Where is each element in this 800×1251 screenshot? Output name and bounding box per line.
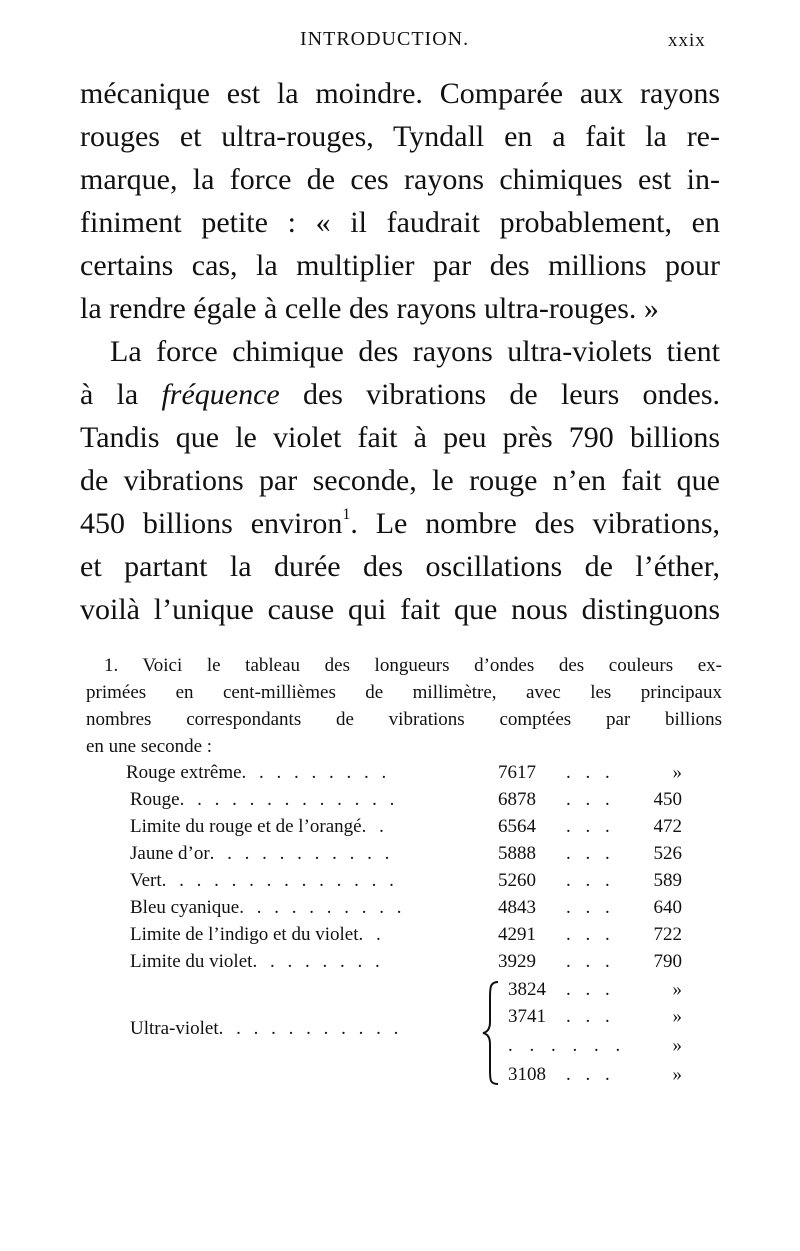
leader-dots: . . . <box>566 762 615 783</box>
wavelength-value: 3824 <box>508 979 546 1000</box>
table-row <box>0 870 800 897</box>
color-name <box>130 951 470 973</box>
italic-word: fréquence <box>161 378 280 411</box>
color-name <box>130 816 470 838</box>
color-name <box>126 762 466 784</box>
leader-dots: . . . <box>566 951 615 972</box>
color-name <box>130 870 470 892</box>
paragraph-start-line: La force chimique des rayons ultra-violets tient <box>110 335 720 368</box>
leader-dots: . . . . . . . . . . . . . <box>179 789 399 810</box>
wavelength-value: 7617 <box>498 762 536 783</box>
table-row <box>0 979 800 1006</box>
color-label: Rouge <box>130 789 180 810</box>
wavelength-value: 3741 <box>508 1006 546 1027</box>
vibration-value: 472 <box>653 816 682 837</box>
leader-dots: . . . <box>566 924 615 945</box>
body-line: rouges et ultra-rouges, Tyndall en a fait la re- <box>80 120 720 153</box>
color-label: Bleu cyanique <box>130 897 240 918</box>
leader-dots: . . . <box>566 1006 615 1027</box>
table-row <box>0 762 800 789</box>
vibration-value: 722 <box>653 924 682 945</box>
color-label: Rouge extrême <box>126 762 242 783</box>
vibration-value: » <box>672 1035 682 1056</box>
leader-dots: . . <box>358 924 385 945</box>
line-text: 450 billions environ <box>80 507 343 540</box>
color-label: Vert <box>130 870 162 891</box>
leader-dots: . . . . . . . . . . . <box>209 843 394 864</box>
table-row <box>0 789 800 816</box>
table-row <box>0 924 800 951</box>
body-line: marque, la force de ces rayons chimiques est in- <box>80 163 720 196</box>
table-row <box>0 1064 800 1091</box>
wavelength-value: 6878 <box>498 789 536 810</box>
body-line: mécanique est la moindre. Comparée aux rayons <box>80 77 720 110</box>
leader-dots: . . . <box>566 789 615 810</box>
table-row <box>0 897 800 924</box>
leader-dots: . . . <box>566 870 615 891</box>
footnote-line: primées en cent-millièmes de millimètre, avec les principaux <box>86 682 722 703</box>
line-text: . Le nombre des vibrations, <box>350 507 721 540</box>
body-text <box>80 72 720 631</box>
vibration-value: 450 <box>653 789 682 810</box>
body-line: de vibrations par seconde, le rouge n’en fait que <box>80 464 720 497</box>
vibration-value: 589 <box>653 870 682 891</box>
footnote <box>86 652 722 760</box>
leader-dots: . . . <box>566 1064 615 1085</box>
color-name <box>130 843 470 865</box>
leader-dots: . . . . . . . . . <box>241 762 391 783</box>
footnote-reference: 1 <box>342 506 351 523</box>
wavelength-value: 3108 <box>508 1064 546 1085</box>
color-label: Ultra-violet <box>130 1018 219 1039</box>
color-label: Limite du rouge et de l’orangé <box>130 816 362 837</box>
table-row <box>0 843 800 870</box>
vibration-value: » <box>672 762 682 783</box>
table-row <box>0 1006 800 1033</box>
vibration-value: » <box>672 1006 682 1027</box>
vibration-value: 790 <box>653 951 682 972</box>
running-title: INTRODUCTION. <box>300 28 470 50</box>
body-line: et partant la durée des oscillations de l’éther, <box>80 550 720 583</box>
vibration-value: 526 <box>653 843 682 864</box>
wavelength-value: 4843 <box>498 897 536 918</box>
leader-dots: . . . <box>566 843 615 864</box>
wavelength-value: 6564 <box>498 816 536 837</box>
vibration-value: » <box>672 1064 682 1085</box>
vibration-value: » <box>672 979 682 1000</box>
color-name <box>130 789 470 811</box>
leader-dots: . . <box>361 816 388 837</box>
page-header <box>0 28 800 58</box>
leader-dots: . . . . . . <box>508 1035 627 1056</box>
color-label: Limite du violet <box>130 951 253 972</box>
table-row <box>0 1035 800 1062</box>
color-label: Jaune d’or <box>130 843 210 864</box>
body-line <box>80 373 720 416</box>
leader-dots: . . . . . . . . <box>252 951 384 972</box>
leader-dots: . . . . . . . . . . <box>239 897 406 918</box>
wavelength-value: 5888 <box>498 843 536 864</box>
leader-dots: . . . <box>566 897 615 918</box>
table-row <box>0 816 800 843</box>
color-label: Limite de l’indigo et du violet <box>130 924 359 945</box>
footnote-line: 1. Voici le tableau des longueurs d’ondes des couleurs ex- <box>104 655 722 676</box>
body-line: la rendre égale à celle des rayons ultra-rouges. » <box>80 292 659 325</box>
color-name <box>130 897 470 919</box>
table-row <box>0 951 800 978</box>
page-number: xxix <box>668 30 706 51</box>
body-line: Tandis que le violet fait à peu près 790 billions <box>80 421 720 454</box>
leader-dots: . . . <box>566 816 615 837</box>
vibration-value: 640 <box>653 897 682 918</box>
wavelength-value: 3929 <box>498 951 536 972</box>
footnote-line: nombres correspondants de vibrations comptées par billions <box>86 709 722 730</box>
line-text: des vibrations de leurs ondes. <box>279 378 720 411</box>
leader-dots: . . . <box>566 979 615 1000</box>
wavelength-value: 4291 <box>498 924 536 945</box>
color-name <box>130 924 470 946</box>
wavelength-value: 5260 <box>498 870 536 891</box>
body-line: certains cas, la multiplier par des millions pour <box>80 249 720 282</box>
leader-dots: . . . . . . . . . . . . . . <box>161 870 398 891</box>
leader-dots: . . . . . . . . . . . <box>218 1018 403 1039</box>
body-line <box>80 502 720 545</box>
line-text: à la <box>80 378 162 411</box>
body-line: voilà l’unique cause qui fait que nous distinguons <box>80 593 720 626</box>
footnote-line: en une seconde : <box>86 736 213 757</box>
body-line: finiment petite : « il faudrait probablement, en <box>80 206 720 239</box>
